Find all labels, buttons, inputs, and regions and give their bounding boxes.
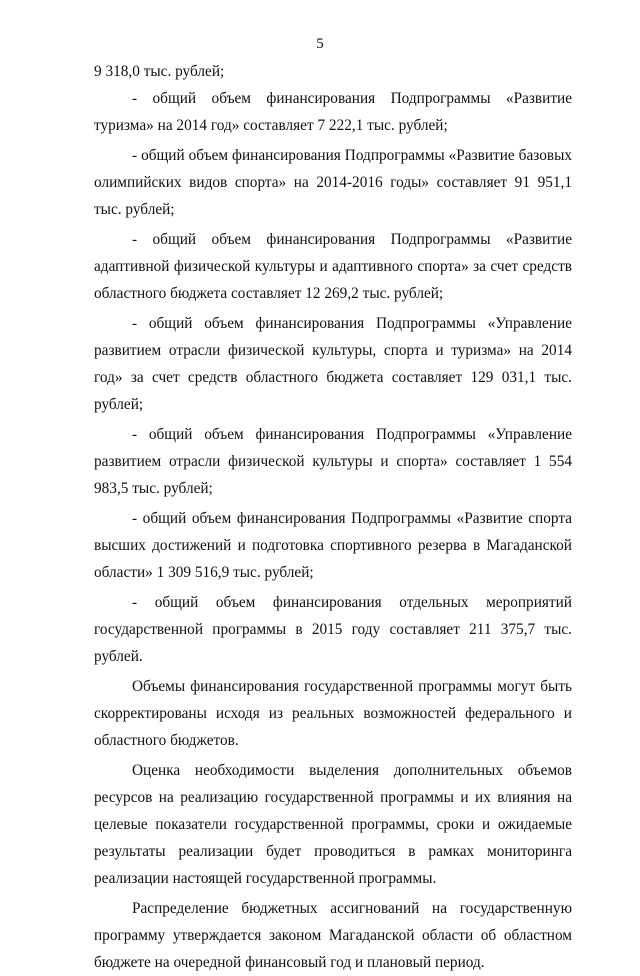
- paragraph-resource-assessment: Оценка необходимости выделения дополнительных объемов ресурсов на реализацию государственной программы и их влияния на целевые показатели государственной программы, сроки и ожидаемые результаты реализации будет проводиться в рамках мониторинга реализации настоящей государственной программы.: [94, 762, 572, 887]
- page-number: 5: [316, 36, 324, 52]
- paragraph-continuation: 9 318,0 тыс. рублей;: [94, 63, 225, 80]
- paragraph-olympic-sports-funding: - общий объем финансирования Подпрограммы «Развитие базовых олимпийских видов спорта» на 2014-2016 годы» составляет 91 951,1 тыс. рублей;: [94, 147, 572, 218]
- paragraph-separate-measures-funding: - общий объем финансирования отдельных мероприятий государственной программы в 2015 году составляет 211 375,7 тыс. рублей.: [94, 594, 572, 665]
- paragraph-budget-distribution: Распределение бюджетных ассигнований на государственную программу утверждается законом Магаданской области об областном бюджете на очередной финансовый год и плановый период.: [94, 900, 572, 971]
- paragraph-high-achievement-funding: - общий объем финансирования Подпрограммы «Развитие спорта высших достижений и подготовка спортивного резерва в Магаданской области» 1 309 516,9 тыс. рублей;: [94, 510, 572, 581]
- paragraph-funding-adjustment: Объемы финансирования государственной программы могут быть скорректированы исходя из реальных возможностей федерального и областного бюджетов.: [94, 678, 572, 749]
- paragraph-management-sports-funding: - общий объем финансирования Подпрограммы «Управление развитием отрасли физической культуры и спорта» составляет 1 554 983,5 тыс. рублей;: [94, 426, 572, 497]
- paragraph-tourism-funding: - общий объем финансирования Подпрограммы «Развитие туризма» на 2014 год» составляет 7 222,1 тыс. рублей;: [94, 90, 572, 134]
- document-body: [94, 58, 572, 976]
- paragraph-management-tourism-funding: - общий объем финансирования Подпрограммы «Управление развитием отрасли физической культуры, спорта и туризма» на 2014 год» за счет средств областного бюджета составляет 129 031,1 тыс. рублей;: [94, 315, 572, 413]
- paragraph-adaptive-sports-funding: - общий объем финансирования Подпрограммы «Развитие адаптивной физической культуры и адаптивного спорта» за счет средств областного бюджета составляет 12 269,2 тыс. рублей;: [94, 231, 572, 302]
